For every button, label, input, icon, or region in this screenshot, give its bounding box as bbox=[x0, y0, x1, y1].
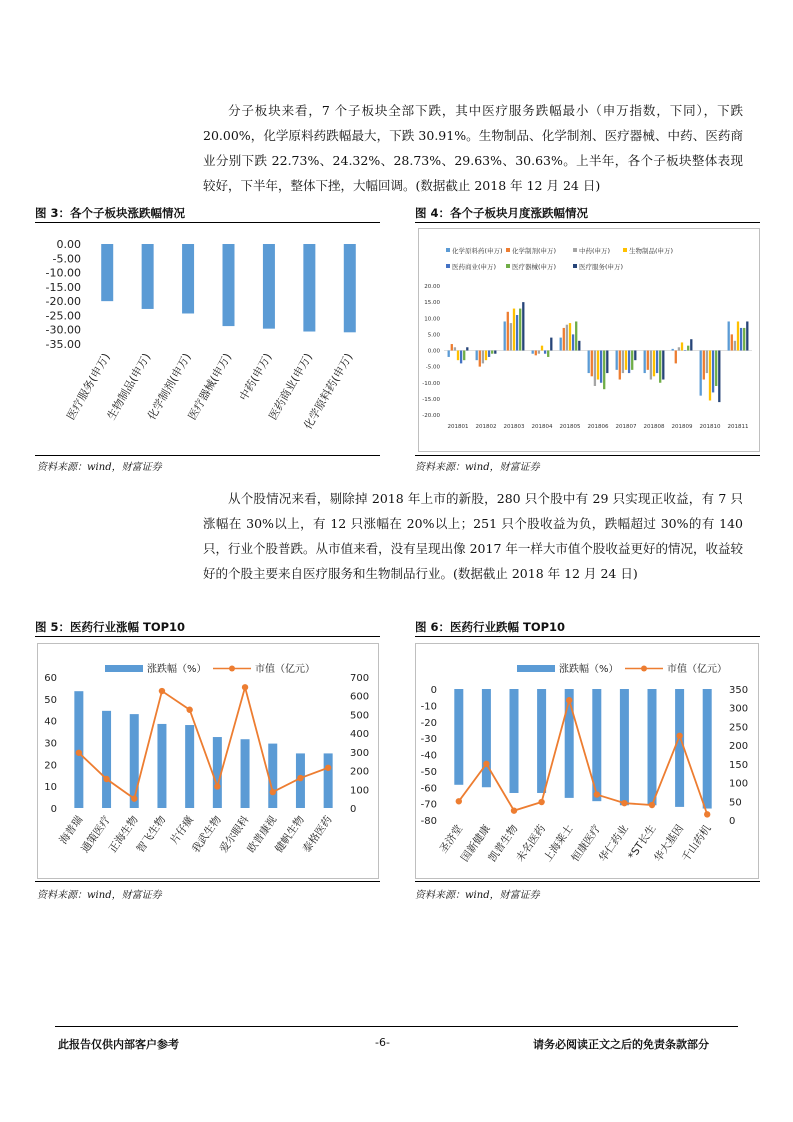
y-left-tick-label: 50 bbox=[44, 694, 57, 706]
bar bbox=[223, 244, 235, 326]
bar bbox=[454, 689, 463, 785]
y-right-tick-label: 300 bbox=[350, 747, 370, 759]
bar bbox=[532, 351, 534, 354]
bar bbox=[644, 351, 646, 374]
line-point bbox=[159, 688, 165, 694]
y-right-tick-label: 300 bbox=[729, 703, 749, 715]
y-right-tick-label: 0 bbox=[350, 804, 357, 815]
legend-swatch bbox=[506, 264, 510, 268]
bar bbox=[647, 351, 649, 370]
bar bbox=[491, 351, 493, 354]
y-tick-label: -5.00 bbox=[52, 252, 81, 266]
line-point bbox=[297, 775, 303, 781]
line-point bbox=[325, 765, 331, 771]
bar bbox=[662, 351, 664, 380]
bar bbox=[684, 351, 686, 352]
paragraph-stock-performance: 从个股情况来看，剔除掉 2018 年上市的新股，280 只个股中有 29 只实现正收益，有 7 只涨幅在 30%以上，有 12 只涨幅在 20%以上；251 只个股收益为负，跌幅超过 30%的有 140 只，行业个股普跌。从市值来看，没有呈现出像 2017 年一样大市值个股收益更好的情况，收益较好的个股主要来自医疗服务和生物制品行业。(数据截止 2018 年 12 月 24 日) bbox=[203, 491, 743, 581]
y-right-tick-label: 100 bbox=[350, 785, 370, 797]
y-right-tick-label: 200 bbox=[729, 741, 749, 753]
figure-4-source: 资料来源：wind，财富证券 bbox=[415, 462, 540, 473]
x-tick-label: 欧普康视 bbox=[245, 813, 280, 856]
legend-label: 化学制剂(申万) bbox=[512, 247, 557, 255]
x-tick-label: 未名医药 bbox=[514, 822, 549, 865]
bar bbox=[516, 315, 518, 350]
page-number: -6- bbox=[375, 1036, 390, 1049]
line-point bbox=[214, 783, 220, 789]
figure-4-title: 图 4：各个子板块月度涨跌幅情况 bbox=[415, 206, 589, 220]
bar bbox=[678, 347, 680, 350]
bar bbox=[746, 321, 748, 350]
market-cap-line bbox=[79, 687, 328, 798]
bar bbox=[690, 339, 692, 350]
bar bbox=[712, 351, 714, 393]
bar bbox=[466, 347, 468, 350]
bar bbox=[241, 739, 250, 808]
bar bbox=[575, 321, 577, 350]
x-tick-label: 201809 bbox=[671, 424, 693, 430]
legend-swatch bbox=[446, 264, 450, 268]
y-left-tick-label: -20 bbox=[420, 717, 437, 729]
x-tick-label: 圣济堂 bbox=[437, 822, 466, 856]
x-tick-label: 华大基因 bbox=[652, 822, 687, 865]
legend-swatch bbox=[517, 665, 555, 672]
y-left-tick-label: 30 bbox=[44, 738, 57, 750]
bar bbox=[620, 689, 629, 805]
figure-4-chart bbox=[418, 228, 758, 450]
line-point bbox=[483, 761, 489, 767]
bar bbox=[737, 321, 739, 350]
bar bbox=[182, 244, 194, 313]
figure-3-bottom-rule bbox=[35, 455, 380, 456]
bar bbox=[324, 753, 333, 808]
y-right-tick-label: 500 bbox=[350, 710, 370, 722]
bar bbox=[547, 351, 549, 357]
bar bbox=[700, 351, 702, 396]
y-left-tick-label: 0 bbox=[50, 804, 57, 815]
y-tick-label: -15.00 bbox=[422, 396, 440, 403]
y-tick-label: 10.00 bbox=[424, 316, 440, 323]
bar bbox=[488, 351, 490, 357]
y-right-tick-label: 400 bbox=[350, 729, 370, 741]
y-left-tick-label: 10 bbox=[44, 782, 57, 794]
bar bbox=[656, 351, 658, 374]
bar bbox=[625, 351, 627, 370]
line-point bbox=[676, 733, 682, 739]
bar bbox=[687, 346, 689, 351]
bar bbox=[504, 321, 506, 350]
bar bbox=[485, 351, 487, 361]
bar bbox=[157, 724, 166, 808]
y-left-tick-label: -60 bbox=[420, 783, 437, 795]
x-tick-label: 医药商业(申万) bbox=[266, 351, 315, 423]
figure-6-bottom-rule bbox=[415, 881, 760, 882]
y-left-tick-label: 20 bbox=[44, 760, 57, 772]
x-tick-label: 化学制剂(申万) bbox=[145, 351, 194, 423]
y-right-tick-label: 250 bbox=[729, 722, 749, 734]
y-tick-label: -20.00 bbox=[45, 295, 81, 309]
line-point bbox=[511, 807, 517, 813]
bar bbox=[566, 325, 568, 351]
bar bbox=[631, 351, 633, 370]
x-tick-label: 凯普生物 bbox=[486, 822, 521, 865]
y-left-tick-label: -10 bbox=[420, 701, 437, 713]
legend-swatch bbox=[573, 248, 577, 252]
figure-5-title: 图 5：医药行业涨幅 TOP10 bbox=[35, 620, 186, 634]
y-right-tick-label: 600 bbox=[350, 691, 370, 703]
figure-3-title: 图 3：各个子板块涨跌幅情况 bbox=[35, 206, 186, 220]
line-point bbox=[103, 776, 109, 782]
bar bbox=[303, 244, 315, 332]
bar bbox=[734, 341, 736, 351]
bar bbox=[550, 338, 552, 351]
y-right-tick-label: 200 bbox=[350, 766, 370, 778]
bar bbox=[479, 351, 481, 367]
x-tick-label: 华仁药业 bbox=[596, 822, 631, 865]
bar bbox=[537, 689, 546, 793]
y-left-tick-label: 0 bbox=[430, 685, 437, 696]
figure-5-chart bbox=[37, 643, 377, 877]
legend-swatch bbox=[623, 248, 627, 252]
bar bbox=[510, 689, 519, 793]
line-point bbox=[538, 799, 544, 805]
x-tick-label: 201807 bbox=[615, 424, 637, 430]
x-tick-label: 千山药机 bbox=[679, 822, 714, 865]
figure-5-source: 资料来源：wind，财富证券 bbox=[37, 890, 162, 901]
bar bbox=[681, 342, 683, 350]
bar bbox=[513, 309, 515, 351]
y-tick-label: -5.00 bbox=[425, 364, 440, 371]
bar bbox=[565, 689, 574, 798]
bar bbox=[507, 312, 509, 351]
y-right-tick-label: 700 bbox=[350, 673, 370, 684]
x-tick-label: 201806 bbox=[587, 424, 609, 430]
line-point bbox=[594, 791, 600, 797]
x-tick-label: 健帆生物 bbox=[272, 813, 307, 856]
y-tick-label: -10.00 bbox=[45, 266, 81, 280]
legend-label: 医疗服务(申万) bbox=[579, 263, 624, 271]
x-tick-label: 我武生物 bbox=[189, 813, 224, 856]
bar bbox=[672, 349, 674, 351]
bar bbox=[659, 351, 661, 383]
bar bbox=[457, 351, 459, 361]
legend-swatch bbox=[506, 248, 510, 252]
x-tick-label: 201803 bbox=[503, 424, 525, 430]
x-tick-label: 201808 bbox=[643, 424, 665, 430]
bar bbox=[597, 351, 599, 380]
bar bbox=[706, 351, 708, 374]
y-tick-label: -35.00 bbox=[45, 338, 81, 351]
bar bbox=[622, 351, 624, 374]
bar bbox=[482, 689, 491, 787]
bar bbox=[718, 351, 720, 403]
bar bbox=[619, 351, 621, 380]
legend-label: 医药商业(申万) bbox=[452, 263, 497, 271]
y-left-tick-label: 60 bbox=[44, 673, 57, 684]
x-tick-label: 上海莱士 bbox=[541, 822, 576, 865]
y-tick-label: 20.00 bbox=[424, 284, 440, 290]
bar bbox=[563, 328, 565, 351]
bar bbox=[600, 351, 602, 383]
y-tick-label: -10.00 bbox=[422, 380, 440, 387]
legend-label: 涨跌幅（%） bbox=[147, 664, 207, 675]
bar bbox=[102, 711, 111, 808]
bar bbox=[541, 346, 543, 351]
bar bbox=[268, 744, 277, 808]
bar bbox=[522, 302, 524, 350]
x-tick-label: 国新健康 bbox=[458, 822, 493, 865]
legend-label: 市值（亿元） bbox=[667, 664, 727, 675]
figure-3-top-rule bbox=[35, 222, 380, 223]
bar bbox=[650, 351, 652, 380]
legend-swatch bbox=[573, 264, 577, 268]
y-tick-label: -30.00 bbox=[45, 323, 81, 337]
figure-4-bottom-rule bbox=[415, 455, 760, 456]
bar bbox=[715, 351, 717, 386]
line-point bbox=[704, 811, 710, 817]
bar bbox=[578, 341, 580, 351]
y-left-tick-label: -80 bbox=[420, 816, 437, 827]
bar bbox=[494, 351, 496, 354]
x-tick-label: 正海生物 bbox=[106, 813, 141, 856]
x-tick-label: 爱尔眼科 bbox=[217, 813, 252, 856]
bar bbox=[653, 351, 655, 377]
figure-4-top-rule bbox=[415, 222, 760, 223]
bar bbox=[743, 328, 745, 351]
bar bbox=[709, 351, 711, 401]
y-tick-label: 0.00 bbox=[56, 238, 81, 251]
line-point bbox=[456, 798, 462, 804]
bar bbox=[535, 351, 537, 356]
figure-6-top-rule bbox=[415, 636, 760, 637]
figure-6-chart bbox=[415, 643, 757, 877]
y-left-tick-label: -70 bbox=[420, 799, 437, 811]
bar bbox=[185, 725, 194, 808]
market-cap-line bbox=[459, 700, 707, 814]
footer-disclaimer-left: 此报告仅供内部客户参考 bbox=[58, 1038, 179, 1051]
bar bbox=[634, 351, 636, 361]
y-left-tick-label: -50 bbox=[420, 766, 437, 778]
figure-5-top-rule bbox=[35, 636, 380, 637]
y-right-tick-label: 350 bbox=[729, 685, 749, 696]
legend-swatch bbox=[105, 665, 143, 672]
bar bbox=[130, 714, 139, 808]
bar bbox=[460, 351, 462, 364]
y-left-tick-label: -30 bbox=[420, 734, 437, 746]
bar bbox=[538, 351, 540, 354]
x-tick-label: 生物制品(申万) bbox=[104, 351, 154, 423]
x-tick-label: 智飞生物 bbox=[134, 813, 169, 856]
x-tick-label: 医疗服务(申万) bbox=[64, 351, 113, 423]
line-point bbox=[621, 800, 627, 806]
bar bbox=[606, 351, 608, 374]
y-tick-label: -25.00 bbox=[45, 309, 81, 323]
y-left-tick-label: 40 bbox=[44, 716, 57, 728]
bar bbox=[603, 351, 605, 390]
bar bbox=[703, 689, 712, 809]
y-tick-label: -20.00 bbox=[422, 413, 440, 419]
bar bbox=[588, 351, 590, 374]
x-tick-label: 恒康医疗 bbox=[569, 822, 604, 865]
x-tick-label: 201811 bbox=[727, 424, 749, 430]
x-tick-label: 医疗器械(申万) bbox=[185, 351, 235, 423]
paragraph-sector-performance: 分子板块来看，7 个子板块全部下跌，其中医疗服务跌幅最小（申万指数，下同），下跌 20.00%，化学原料药跌幅最大，下跌 30.91%。生物制品、化学制剂、医疗器械、中药、医药商业分别下跌 22.73%、24.32%、28.73%、29.63%、30.63%。上半年，各个子板块整体表现较好，下半年，整体下挫，大幅回调。(数据截止 2018 年 12 月 24 日) bbox=[203, 103, 743, 193]
legend-label: 化学原料药(申万) bbox=[452, 247, 503, 255]
y-tick-label: -15.00 bbox=[45, 280, 81, 294]
bar bbox=[344, 244, 356, 332]
x-tick-label: 201805 bbox=[559, 424, 581, 430]
figure-6-title: 图 6：医药行业跌幅 TOP10 bbox=[415, 620, 566, 634]
line-point bbox=[566, 697, 572, 703]
bar bbox=[569, 323, 571, 350]
figure-3-source: 资料来源：wind，财富证券 bbox=[37, 462, 162, 473]
x-tick-label: 化学原料药(申万) bbox=[301, 351, 356, 432]
y-right-tick-label: 0 bbox=[729, 816, 736, 827]
bar bbox=[451, 344, 453, 350]
line-point bbox=[649, 802, 655, 808]
footer-rule bbox=[55, 1026, 738, 1027]
x-tick-label: 海普瑞 bbox=[57, 813, 86, 847]
y-tick-label: 0.00 bbox=[427, 348, 440, 355]
bar bbox=[142, 244, 154, 309]
bar bbox=[448, 351, 450, 357]
bar bbox=[628, 351, 630, 374]
bar bbox=[510, 323, 512, 350]
bar bbox=[463, 351, 465, 361]
legend-swatch bbox=[446, 248, 450, 252]
bar bbox=[482, 351, 484, 364]
bar bbox=[263, 244, 275, 329]
y-right-tick-label: 50 bbox=[729, 797, 742, 809]
y-left-tick-label: -40 bbox=[420, 750, 437, 762]
figure-6-source: 资料来源：wind，财富证券 bbox=[415, 890, 540, 901]
bar bbox=[454, 347, 456, 350]
bar bbox=[740, 328, 742, 351]
bar bbox=[594, 351, 596, 386]
x-tick-label: 片仔癀 bbox=[168, 813, 197, 847]
bar bbox=[560, 338, 562, 351]
legend-swatch bbox=[641, 666, 647, 672]
bar bbox=[591, 351, 593, 377]
bar bbox=[675, 689, 684, 807]
x-tick-label: 201801 bbox=[447, 424, 469, 430]
footer-disclaimer-right: 请务必阅读正文之后的免责条款部分 bbox=[533, 1038, 709, 1051]
legend-label: 生物制品(申万) bbox=[629, 247, 674, 255]
bar bbox=[728, 321, 730, 350]
bar bbox=[675, 351, 677, 364]
bar bbox=[101, 244, 113, 301]
legend-swatch bbox=[229, 666, 235, 672]
bar bbox=[731, 334, 733, 350]
line-point bbox=[131, 795, 137, 801]
x-tick-label: 泰格医药 bbox=[300, 813, 335, 856]
line-point bbox=[76, 750, 82, 756]
bar bbox=[519, 309, 521, 351]
line-point bbox=[242, 684, 248, 690]
y-tick-label: 5.00 bbox=[427, 332, 440, 339]
y-right-tick-label: 100 bbox=[729, 778, 749, 790]
bar bbox=[476, 351, 478, 361]
bar bbox=[544, 351, 546, 354]
line-point bbox=[186, 707, 192, 713]
x-tick-label: 中药(申万) bbox=[236, 351, 275, 404]
legend-label: 涨跌幅（%） bbox=[559, 664, 619, 675]
bar bbox=[572, 334, 574, 350]
x-tick-label: 通策医疗 bbox=[79, 813, 114, 856]
bar bbox=[616, 351, 618, 370]
line-point bbox=[270, 789, 276, 795]
legend-label: 市值（亿元） bbox=[255, 664, 315, 675]
bar bbox=[648, 689, 657, 805]
x-tick-label: 201810 bbox=[699, 424, 721, 430]
figure-3-chart bbox=[35, 226, 380, 452]
legend-label: 医疗器械(申万) bbox=[512, 263, 557, 271]
x-tick-label: 201802 bbox=[475, 424, 497, 430]
y-right-tick-label: 150 bbox=[729, 759, 749, 771]
bar bbox=[703, 351, 705, 380]
y-tick-label: 15.00 bbox=[424, 300, 440, 307]
legend-label: 中药(申万) bbox=[579, 247, 611, 255]
figure-5-bottom-rule bbox=[35, 881, 380, 882]
x-tick-label: 201804 bbox=[531, 424, 553, 430]
x-tick-label: *ST长生 bbox=[626, 822, 659, 862]
